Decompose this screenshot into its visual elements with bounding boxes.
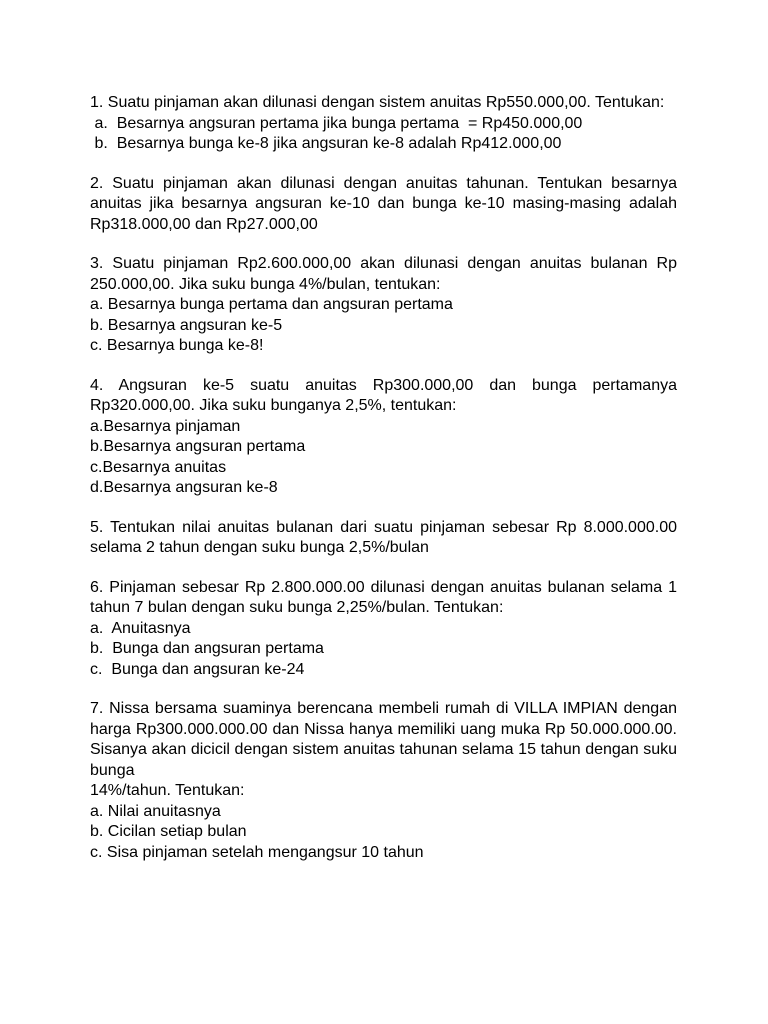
problem-6 xyxy=(90,578,677,681)
problem-item: a. Besarnya bunga pertama dan angsuran pertama xyxy=(90,296,453,313)
problem-5 xyxy=(90,518,677,559)
problem-item: a. Besarnya angsuran pertama jika bunga pertama = Rp450.000,00 xyxy=(90,114,583,132)
problem-item: b. Besarnya bunga ke-8 jika angsuran ke-8 adalah Rp412.000,00 xyxy=(90,135,562,152)
problem-stem: 5. Tentukan nilai anuitas bulanan dari suatu pinjaman sebesar Rp 8.000.000.00 selama 2 tahun dengan suku bunga 2,5%/bulan xyxy=(90,518,677,556)
problem-7 xyxy=(90,699,677,863)
problem-item: a.Besarnya pinjaman xyxy=(90,417,241,435)
problem-1 xyxy=(90,93,677,155)
problem-item: b.Besarnya angsuran pertama xyxy=(90,438,306,455)
problem-item: a. Nilai anuitasnya xyxy=(90,802,221,820)
problem-2 xyxy=(90,174,677,236)
problem-stem: 7. Nissa bersama suaminya berencana membeli rumah di VILLA IMPIAN dengan harga Rp300.000.000.00 dan Nissa hanya memiliki uang muka Rp 50.000.000.00. Sisanya akan dicicil dengan sistem anuitas tahunan selama 15 tahun dengan suku bunga xyxy=(90,700,677,779)
problem-item: a. Anuitasnya xyxy=(90,619,191,637)
problem-list xyxy=(90,93,677,882)
problem-item: c.Besarnya anuitas xyxy=(90,458,227,476)
problem-item: b. Cicilan setiap bulan xyxy=(90,823,247,840)
problem-item: d.Besarnya angsuran ke-8 xyxy=(90,479,278,496)
problem-item: b. Bunga dan angsuran pertama xyxy=(90,640,324,657)
problem-stem: 2. Suatu pinjaman akan dilunasi dengan anuitas tahunan. Tentukan besarnya anuitas jika besarnya angsuran ke-10 dan bunga ke-10 masing-masing adalah Rp318.000,00 dan Rp27.000,00 xyxy=(90,174,677,233)
problem-item: c. Sisa pinjaman setelah mengangsur 10 tahun xyxy=(90,843,424,861)
problem-item: b. Besarnya angsuran ke-5 xyxy=(90,316,283,334)
problem-stem: 4. Angsuran ke-5 suatu anuitas Rp300.000,00 dan bunga pertamanya Rp320.000,00. Jika suku bunganya 2,5%, tentukan: xyxy=(90,376,677,414)
problem-4 xyxy=(90,376,677,499)
problem-item: c. Bunga dan angsuran ke-24 xyxy=(90,660,305,678)
problem-item: 14%/tahun. Tentukan: xyxy=(90,782,245,799)
problem-stem: 3. Suatu pinjaman Rp2.600.000,00 akan dilunasi dengan anuitas bulanan Rp 250.000,00. Jika suku bunga 4%/bulan, tentukan: xyxy=(90,255,677,293)
problem-stem: 1. Suatu pinjaman akan dilunasi dengan sistem anuitas Rp550.000,00. Tentukan: xyxy=(90,94,665,111)
problem-item: c. Besarnya bunga ke-8! xyxy=(90,337,264,354)
problem-stem: 6. Pinjaman sebesar Rp 2.800.000.00 dilunasi dengan anuitas bulanan selama 1 tahun 7 bulan dengan suku bunga 2,25%/bulan. Tentukan: xyxy=(90,578,677,616)
problem-3 xyxy=(90,254,677,357)
